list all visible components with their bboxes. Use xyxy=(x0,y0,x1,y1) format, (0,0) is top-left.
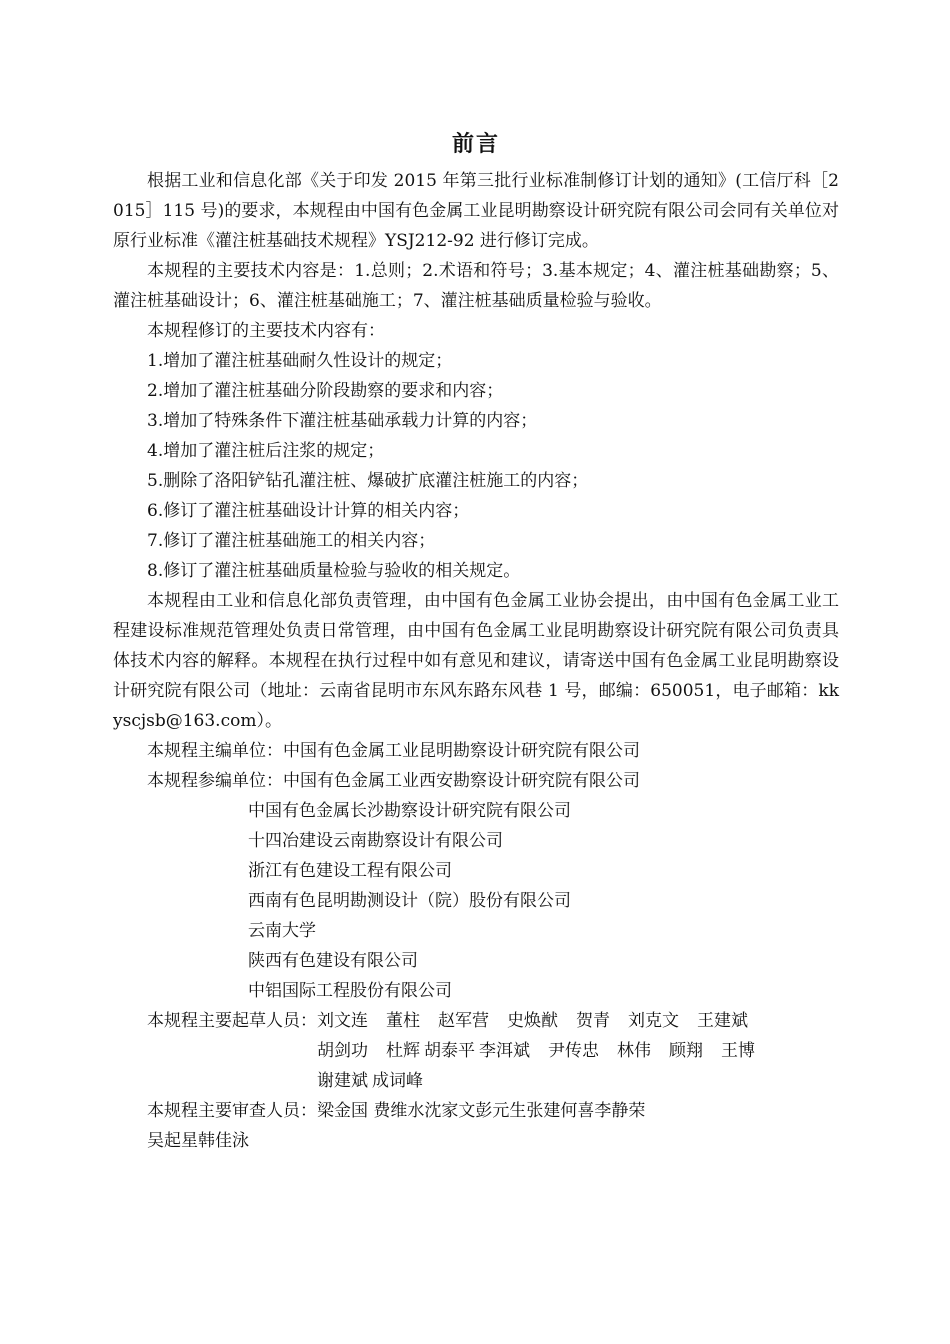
drafter-name: 胡剑功 xyxy=(317,1041,368,1061)
revision-item: 2.增加了灌注桩基础分阶段勘察的要求和内容； xyxy=(147,381,504,401)
participating-unit-label: 本规程参编单位： xyxy=(147,771,283,791)
drafter-name: 史焕猷 xyxy=(507,1011,558,1031)
participating-unit-name: 陕西有色建设有限公司 xyxy=(248,951,418,971)
page-title: 前言 xyxy=(451,131,500,157)
drafter-name: 成词峰 xyxy=(372,1071,423,1091)
management-paragraph: 本规程由工业和信息化部负责管理，由中国有色金属工业协会提出，由中国有色金属工业工程建设标准规范管理处负责日常管理，由中国有色金属工业昆明勘察设计研究院有限公司负责具体技术内容的解释。本规程在执行过程中如有意见和建议，请寄送中国有色金属工业昆明勘察设计研究院有限公司（地址：云南省昆明市东风东路东风巷 1 号，邮编：650051，电子邮箱：kkyscjsb@163.com）。 xyxy=(113,591,839,731)
reviewers-line xyxy=(113,1096,839,1126)
drafter-name: 林伟 xyxy=(617,1041,651,1061)
reviewers-section xyxy=(113,1096,839,1156)
drafter-name: 刘克文 xyxy=(628,1011,679,1031)
revision-item: 8.修订了灌注桩基础质量检验与验收的相关规定。 xyxy=(147,561,521,581)
reviewer-names: 梁金国 费维水沈家文彭元生张建何喜李静荣 xyxy=(317,1101,646,1121)
reviewers-line: 吴起星韩佳泳 xyxy=(147,1131,249,1151)
revision-item: 1.增加了灌注桩基础耐久性设计的规定； xyxy=(147,351,453,371)
participating-unit-name: 西南有色昆明勘测设计（院）股份有限公司 xyxy=(248,891,571,911)
revision-item: 5.删除了洛阳铲钻孔灌注桩、爆破扩底灌注桩施工的内容； xyxy=(147,471,589,491)
participating-unit-name: 中国有色金属工业西安勘察设计研究院有限公司 xyxy=(283,771,640,791)
drafter-name: 谢建斌 xyxy=(317,1071,368,1091)
drafter-name: 王建斌 xyxy=(697,1011,748,1031)
drafter-name: 王博 xyxy=(721,1041,755,1061)
revision-intro-paragraph: 本规程修订的主要技术内容有： xyxy=(147,321,385,341)
revision-item: 6.修订了灌注桩基础设计计算的相关内容； xyxy=(147,501,470,521)
participating-unit-row xyxy=(113,766,839,796)
drafter-name: 杜辉 xyxy=(386,1041,420,1061)
participating-unit-name: 浙江有色建设工程有限公司 xyxy=(248,861,452,881)
revision-item: 7.修订了灌注桩基础施工的相关内容； xyxy=(147,531,436,551)
intro-paragraph: 根据工业和信息化部《关于印发 2015 年第三批行业标准制修订计划的通知》(工信厅科［2015］115 号)的要求，本规程由中国有色金属工业昆明勘察设计研究院有限公司会同有关单位对原行业标准《灌注桩基础技术规程》YSJ212-92 进行修订完成。 xyxy=(113,171,839,251)
chief-unit-label: 本规程主编单位： xyxy=(147,741,283,761)
drafter-name: 赵军营 xyxy=(438,1011,489,1031)
drafter-name: 刘文连 xyxy=(317,1011,368,1031)
drafters-line xyxy=(113,1036,839,1066)
revision-list xyxy=(113,346,839,586)
revision-item: 3.增加了特殊条件下灌注桩基础承载力计算的内容； xyxy=(147,411,538,431)
drafter-name: 李洱斌 xyxy=(479,1041,530,1061)
drafters-label: 本规程主要起草人员： xyxy=(147,1011,317,1031)
drafters-section xyxy=(113,1006,839,1096)
document-page xyxy=(113,122,839,1156)
drafters-line xyxy=(113,1006,839,1036)
drafter-name: 胡泰平 xyxy=(424,1041,475,1061)
main-content-paragraph: 本规程的主要技术内容是：1.总则；2.术语和符号；3.基本规定；4、灌注桩基础勘察；5、灌注桩基础设计；6、灌注桩基础施工；7、灌注桩基础质量检验与验收。 xyxy=(113,261,839,311)
drafter-name: 顾翔 xyxy=(669,1041,703,1061)
revision-item: 4.增加了灌注桩后注浆的规定； xyxy=(147,441,385,461)
drafter-name: 贺青 xyxy=(576,1011,610,1031)
participating-unit-name: 云南大学 xyxy=(248,921,316,941)
participating-unit-name: 中国有色金属长沙勘察设计研究院有限公司 xyxy=(248,801,571,821)
reviewers-label: 本规程主要审查人员： xyxy=(147,1101,317,1121)
chief-unit-name: 中国有色金属工业昆明勘察设计研究院有限公司 xyxy=(283,741,640,761)
drafter-name: 尹传忠 xyxy=(548,1041,599,1061)
participating-unit-name: 十四冶建设云南勘察设计有限公司 xyxy=(248,831,503,851)
chief-unit-row xyxy=(113,736,839,766)
drafter-name: 董柱 xyxy=(386,1011,420,1031)
participating-unit-name: 中铝国际工程股份有限公司 xyxy=(248,981,452,1001)
drafters-line xyxy=(113,1066,839,1096)
